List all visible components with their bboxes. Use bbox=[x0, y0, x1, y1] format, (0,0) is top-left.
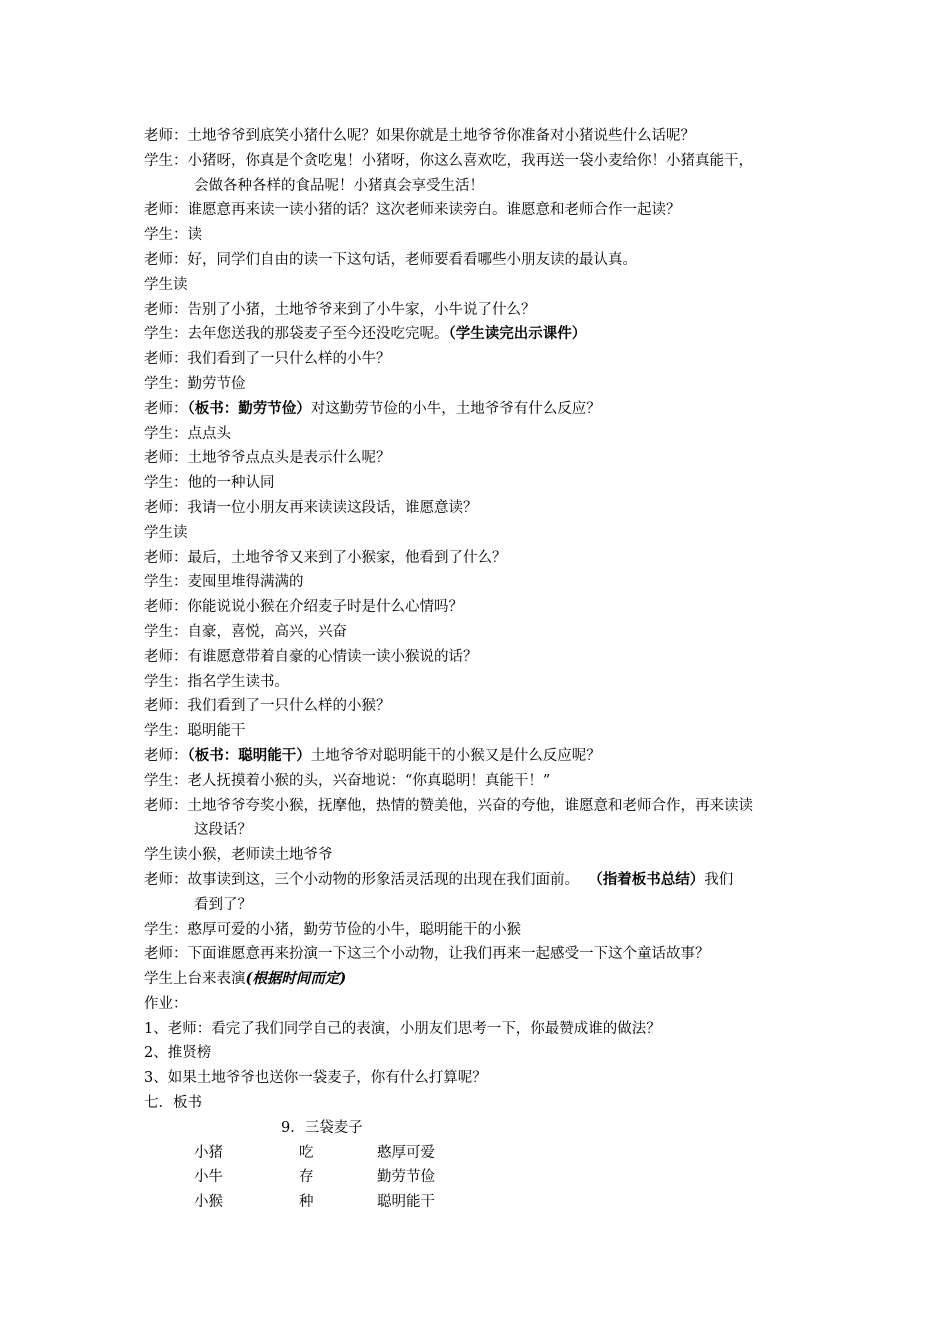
bold-note: （指着板书总结） bbox=[588, 870, 705, 888]
text-line: 老师：土地爷爷夸奖小猴，抚摩他，热情的赞美他，兴奋的夸他，谁愿意和老师合作，再来读读 bbox=[144, 797, 753, 814]
text-line: 学生：勤劳节俭 bbox=[144, 375, 246, 392]
text-line bbox=[144, 744, 824, 769]
speaker-label: 老师： bbox=[144, 400, 188, 417]
board-cell: 存 bbox=[299, 1169, 314, 1186]
homework-heading: 作业： bbox=[144, 995, 188, 1012]
section-heading: 七．板书 bbox=[144, 1095, 202, 1112]
text-line: 学生读 bbox=[144, 524, 188, 541]
bold-note: （学生读完出示课件） bbox=[448, 325, 587, 343]
text-line: 学生：老人抚摸着小猴的头，兴奋地说：“你真聪明！真能干！” bbox=[144, 772, 551, 789]
homework-item: 2、推贤榜 bbox=[144, 1045, 212, 1062]
text-line: 学生：麦囤里堆得满满的 bbox=[144, 574, 304, 591]
text-line: 老师：我们看到了一只什么样的小牛？ bbox=[144, 351, 391, 368]
text-span: 学生：去年您送我的那袋麦子至今还没吃完呢。 bbox=[144, 326, 449, 343]
text-line bbox=[144, 868, 824, 893]
text-span: 对这勤劳节俭的小牛，土地爷爷有什么反应？ bbox=[310, 400, 601, 417]
text-line: 学生：小猪呀，你真是个贪吃鬼！小猪呀，你这么喜欢吃，我再送一袋小麦给你！小猪真能干， bbox=[144, 152, 753, 169]
text-line: 学生：憨厚可爱的小猪，勤劳节俭的小牛，聪明能干的小猴 bbox=[144, 921, 521, 938]
text-line: 老师：好，同学们自由的读一下这句话，老师要看看哪些小朋友读的最认真。 bbox=[144, 251, 637, 268]
board-cell: 小猪 bbox=[194, 1144, 223, 1161]
text-line: 学生：点点头 bbox=[144, 425, 231, 442]
bold-italic-note: (根据时间而定) bbox=[245, 970, 347, 988]
board-cell: 聪明能干 bbox=[377, 1194, 435, 1211]
board-cell: 种 bbox=[299, 1194, 314, 1211]
board-cell: 勤劳节俭 bbox=[377, 1169, 435, 1186]
board-row bbox=[144, 1141, 824, 1166]
text-span: 土地爷爷对聪明能干的小猴又是什么反应呢？ bbox=[310, 747, 601, 764]
speaker-label: 老师： bbox=[144, 747, 188, 764]
text-line: 老师：告别了小猪，土地爷爷来到了小牛家，小牛说了什么？ bbox=[144, 301, 536, 318]
text-line-continuation: 会做各种各样的食品呢！小猪真会享受生活！ bbox=[194, 177, 484, 194]
text-span: 老师：故事读到这，三个小动物的形象活灵活现的出现在我们面前。 bbox=[144, 871, 579, 888]
text-line: 学生：聪明能干 bbox=[144, 723, 246, 740]
text-line: 老师：土地爷爷到底笑小猪什么呢？如果你就是土地爷爷你准备对小猪说些什么话呢？ bbox=[144, 128, 695, 144]
text-line: 学生读小猴，老师读土地爷爷 bbox=[144, 847, 333, 864]
text-line: 学生：读 bbox=[144, 227, 202, 244]
board-cell: 小猴 bbox=[194, 1194, 223, 1211]
text-line: 老师：土地爷爷点点头是表示什么呢？ bbox=[144, 450, 391, 467]
homework-item: 1、老师：看完了我们同学自己的表演，小朋友们思考一下，你最赞成谁的做法？ bbox=[144, 1020, 661, 1037]
bold-note: （板书：勤劳节俭） bbox=[187, 399, 311, 417]
text-line bbox=[144, 322, 824, 347]
board-cell: 憨厚可爱 bbox=[377, 1144, 435, 1161]
board-row bbox=[144, 1190, 824, 1215]
text-line: 老师：你能说说小猴在介绍麦子时是什么心情吗？ bbox=[144, 599, 463, 616]
text-line bbox=[144, 397, 824, 422]
text-line bbox=[144, 967, 824, 992]
board-row bbox=[144, 1165, 824, 1190]
text-line: 老师：我们看到了一只什么样的小猴？ bbox=[144, 698, 391, 715]
bold-note: （板书：聪明能干） bbox=[187, 746, 311, 764]
text-line: 老师：我请一位小朋友再来读读这段话，谁愿意读？ bbox=[144, 499, 478, 516]
text-span: 我们 bbox=[704, 871, 734, 888]
text-line: 学生：自豪，喜悦，高兴，兴奋 bbox=[144, 623, 347, 640]
text-line: 学生：他的一种认同 bbox=[144, 475, 275, 492]
board-title: 9．三袋麦子 bbox=[281, 1119, 363, 1136]
document-page bbox=[144, 124, 824, 1215]
text-line: 老师：下面谁愿意再来扮演一下这三个小动物，让我们再来一起感受一下这个童话故事？ bbox=[144, 946, 710, 963]
text-line-continuation: 这段话？ bbox=[194, 822, 252, 839]
board-cell: 吃 bbox=[299, 1144, 314, 1161]
text-line: 老师：最后，土地爷爷又来到了小猴家，他看到了什么？ bbox=[144, 549, 507, 566]
text-line: 学生：指名学生读书。 bbox=[144, 673, 289, 690]
board-cell: 小牛 bbox=[194, 1169, 223, 1186]
text-line: 老师：有谁愿意带着自豪的心情读一读小猴说的话？ bbox=[144, 648, 478, 665]
homework-item: 3、如果土地爷爷也送你一袋麦子，你有什么打算呢？ bbox=[144, 1070, 487, 1087]
text-span: 学生上台来表演 bbox=[144, 971, 246, 988]
text-line: 学生读 bbox=[144, 276, 188, 293]
text-line-continuation: 看到了？ bbox=[194, 896, 252, 913]
text-line: 老师：谁愿意再来读一读小猪的话？这次老师来读旁白。谁愿意和老师合作一起读？ bbox=[144, 202, 681, 219]
